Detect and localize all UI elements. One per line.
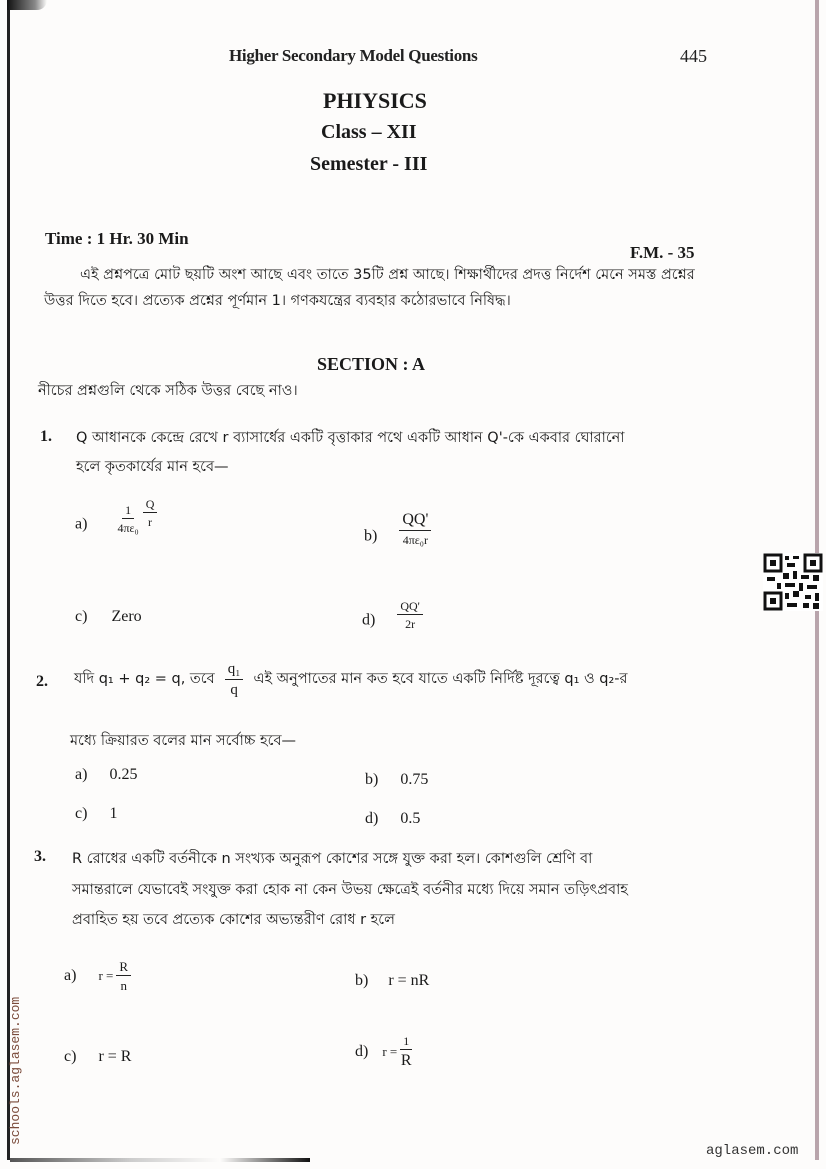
option-d[interactable]: d) r = $\frac{1}{R}$	[355, 1034, 412, 1069]
class-label: Class – XII	[321, 121, 417, 143]
question-number: 2.	[36, 673, 48, 690]
option-value: 1	[109, 805, 118, 822]
option-a[interactable]: a) r = $\frac{R}{n}$	[64, 960, 131, 992]
question-text: সমান্তরালে যেভাবেই সংযুক্ত করা হোক না কেন উভয় ক্ষেত্রেই বর্তনীর মধ্যে দিয়ে সমান তড়িৎপ্রবাহ	[72, 882, 628, 898]
option-label: d)	[365, 810, 379, 827]
option-label: d)	[355, 1043, 369, 1060]
option-label: a)	[75, 515, 88, 533]
running-title: Higher Secondary Model Questions	[229, 46, 478, 65]
watermark-left: schools.aglasem.com	[8, 996, 23, 1145]
option-label: b)	[364, 527, 378, 545]
option-value: 0.25	[109, 766, 138, 783]
question-text: Q আধানকে কেন্দ্রে রেখে r ব্যাসার্ধের একটি বৃত্তাকার পথে একটি আধান Q'-কে একবার ঘোরানো	[76, 430, 625, 446]
option-b[interactable]	[365, 771, 428, 789]
option-d[interactable]	[362, 599, 423, 636]
semester-label: Semester - III	[310, 153, 428, 175]
question-text: হলে কৃতকার্যের মান হবে—	[76, 459, 229, 475]
section-directive: নীচের প্রশ্নগুলি থেকে সঠিক উত্তর বেছে নাও।	[38, 383, 298, 399]
option-label: c)	[64, 1048, 77, 1065]
question-number: 1.	[40, 428, 52, 445]
option-c[interactable]	[75, 608, 142, 626]
question-number: 3.	[34, 848, 46, 865]
option-label: a)	[75, 766, 88, 783]
option-d[interactable]	[365, 810, 420, 828]
option-label: b)	[365, 771, 379, 788]
formula: $\frac{\text{q₁}}{q}$	[225, 662, 244, 698]
page-number: 445	[680, 46, 707, 66]
option-b[interactable]	[364, 511, 431, 554]
formula: $\frac{1}{R}$	[400, 1034, 412, 1069]
page-corner	[7, 0, 47, 10]
formula: $\frac{QQ'}{\text{4πε₀r}}$	[399, 512, 431, 546]
qr-code-icon	[763, 553, 823, 611]
subject-title: PHIYSICS	[323, 88, 427, 113]
question-text: প্রবাহিত হয় তবে প্রত্যেক কোশের অভ্যন্তরীণ রোধ r হলে	[72, 912, 395, 928]
question-text: R রোধের একটি বর্তনীকে n সংখ্যক অনুরূপ কোশের সঙ্গে যুক্ত করা হল। কোশগুলি শ্রেণি বা	[72, 851, 593, 867]
option-label: a)	[64, 967, 77, 984]
section-title: SECTION : A	[317, 354, 426, 374]
page-edge-left	[7, 8, 10, 1160]
option-label: c)	[75, 805, 88, 822]
instructions: এই প্রশ্নপত্রে মোট ছয়টি অংশ আছে এবং তাতে 35টি প্রশ্ন আছে। শিক্ষার্থীদের প্রদত্ত নির্দেশ মেনে সমস্ত প্রশ্নের উত্তর দিতে হবে। প্রত্যেক প্রশ্নের পূর্ণমান 1। গণকযন্ত্রের ব্যবহার কঠোরভাবে নিষিদ্ধ।	[44, 267, 695, 309]
question-text: যদি q₁ + q₂ = q, তবে $\frac{\text{q₁}}{q}$ এই অনুপাতের মান কত হবে যাতে একটি নির্দিষ্ট দূরত্বে q₁ ও q₂-র	[74, 661, 628, 698]
option-c[interactable]	[75, 805, 117, 823]
option-a[interactable]	[75, 766, 137, 784]
option-value: r = R	[98, 1048, 132, 1065]
option-label: c)	[75, 608, 88, 625]
formula: $\frac{R}{n}$	[116, 960, 131, 992]
page-edge-bottom	[10, 1158, 310, 1162]
option-b[interactable]	[355, 972, 429, 990]
option-value: 0.5	[400, 810, 421, 827]
time-allowed: Time : 1 Hr. 30 Min	[45, 229, 189, 248]
formula: $\frac{Q}{r}$	[143, 498, 158, 528]
option-a[interactable]	[75, 497, 157, 540]
watermark-right: aglasem.com	[706, 1143, 799, 1159]
formula: $\frac{QQ'}{2r}$	[397, 600, 423, 630]
full-marks: F.M. - 35	[630, 243, 695, 262]
option-label: d)	[362, 611, 376, 629]
option-value: 0.75	[400, 771, 429, 788]
option-label: b)	[355, 972, 369, 989]
option-value: Zero	[111, 608, 142, 625]
option-value: r = nR	[388, 972, 430, 989]
formula: $\frac{1}{\text{4πε₀}}$	[117, 503, 139, 535]
option-c[interactable]	[64, 1048, 131, 1066]
question-text: মধ্যে ক্রিয়ারত বলের মান সর্বোচ্চ হবে—	[70, 733, 297, 749]
